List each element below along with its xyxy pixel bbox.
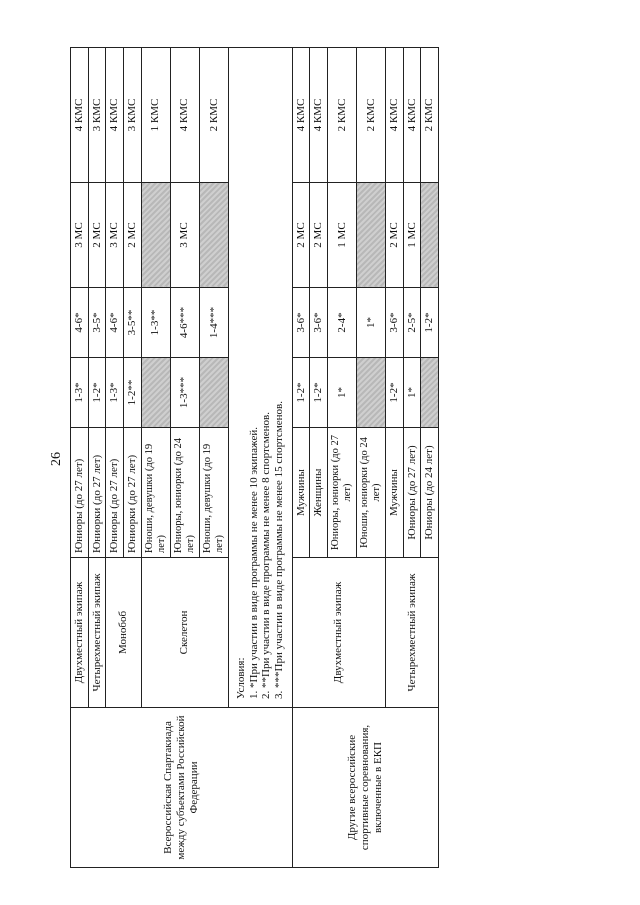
discipline-cell: Четырехместный экипаж [88,558,106,708]
title1-cell: 3 МС [170,183,199,288]
places2-cell: 1-4*** [199,288,228,358]
title2-cell: 4 КМС [386,48,404,183]
category-cell: Юниорки (до 27 лет) [123,428,141,558]
title1-cell: 2 МС [386,183,404,288]
title2-cell: 2 КМС [421,48,439,183]
places-cell: 1-3* [106,358,124,428]
title2-cell: 2 КМС [199,48,228,183]
category-cell: Юноши, юниорки (до 24 лет) [356,428,385,558]
category-cell: Юниоры, юниорки (до 27 лет) [327,428,356,558]
title1-cell: 3 МС [106,183,124,288]
title2-cell: 4 КМС [403,48,421,183]
discipline-cell: Четырехместный экипаж [386,558,439,708]
title2-cell: 4 КМС [310,48,328,183]
title1-cell: 2 МС [123,183,141,288]
places2-cell: 3-6* [386,288,404,358]
places-cell: 1-2* [88,358,106,428]
conditions-title: Условия: [234,657,247,699]
places2-cell: 4-6*** [170,288,199,358]
places-cell: 1-2* [386,358,404,428]
title1-cell [421,183,439,288]
title1-cell: 1 МС [327,183,356,288]
category-cell: Юниорки (до 27 лет) [88,428,106,558]
title2-cell: 4 КМС [170,48,199,183]
title1-cell [141,183,170,288]
places-cell: 1* [403,358,421,428]
title1-cell [199,183,228,288]
places2-cell: 2-5* [403,288,421,358]
title1-cell [356,183,385,288]
places2-cell: 3-5* [88,288,106,358]
title1-cell: 2 МС [292,183,310,288]
conditions-cell [228,48,292,708]
title2-cell: 1 КМС [141,48,170,183]
condition-line: 2. **При участии в виде программы не менее 8 спортсменов. [260,412,273,699]
places-cell [141,358,170,428]
category-cell: Юниоры (до 27 лет) [71,428,89,558]
places2-cell: 3-5** [123,288,141,358]
category-cell: Женщины [310,428,328,558]
places-cell: 1-2* [292,358,310,428]
table-row [292,48,310,868]
table-frame [70,48,554,868]
title2-cell: 3 КМС [88,48,106,183]
title2-cell: 2 КМС [356,48,385,183]
places-cell [421,358,439,428]
condition-line: 3. ***При участии в виде программы не менее 15 спортсменов. [272,401,285,699]
title2-cell: 3 КМС [123,48,141,183]
places-cell: 1-3* [71,358,89,428]
category-cell: Юниоры, юниорки (до 24 лет) [170,428,199,558]
title1-cell: 3 МС [71,183,89,288]
places2-cell: 4-6* [71,288,89,358]
places2-cell: 2-4* [327,288,356,358]
category-cell: Юноши, девушки (до 19 лет) [141,428,170,558]
title1-cell: 2 МС [310,183,328,288]
condition-line: 1. *При участии в виде программы не менее 10 экипажей. [247,426,260,699]
title2-cell: 4 КМС [292,48,310,183]
page-number: 26 [49,452,64,466]
places2-cell: 3-6* [292,288,310,358]
category-cell: Мужчины [386,428,404,558]
title1-cell: 1 МС [403,183,421,288]
table-rotated [70,48,554,868]
table-row [71,48,89,868]
discipline-cell: Двухместный экипаж [71,558,89,708]
places-cell: 1-2* [310,358,328,428]
title2-cell: 2 КМС [327,48,356,183]
category-cell: Юниоры (до 27 лет) [403,428,421,558]
places2-cell: 1* [356,288,385,358]
places-cell: 1* [327,358,356,428]
places-cell: 1-2** [123,358,141,428]
competition-name-cell: Другие всероссийские спортивные соревнования, включенные в ЕКП [292,708,438,868]
category-cell: Мужчины [292,428,310,558]
places2-cell: 3-6* [310,288,328,358]
title2-cell: 4 КМС [106,48,124,183]
sports-table [70,47,439,868]
title1-cell: 2 МС [88,183,106,288]
category-cell: Юниоры (до 24 лет) [421,428,439,558]
competition-name-cell: Всероссийская Спартакиада между субъектами Российской Федерации [71,708,293,868]
places2-cell: 1-2* [421,288,439,358]
title2-cell: 4 КМС [71,48,89,183]
category-cell: Юноши, девушки (до 19 лет) [199,428,228,558]
places-cell [356,358,385,428]
category-cell: Юниоры (до 27 лет) [106,428,124,558]
discipline-cell: Двухместный экипаж [292,558,386,708]
places2-cell: 1-3** [141,288,170,358]
discipline-cell: Скелетон [141,558,228,708]
places-cell: 1-3*** [170,358,199,428]
places-cell [199,358,228,428]
places2-cell: 4-6* [106,288,124,358]
discipline-cell: Монобоб [106,558,141,708]
